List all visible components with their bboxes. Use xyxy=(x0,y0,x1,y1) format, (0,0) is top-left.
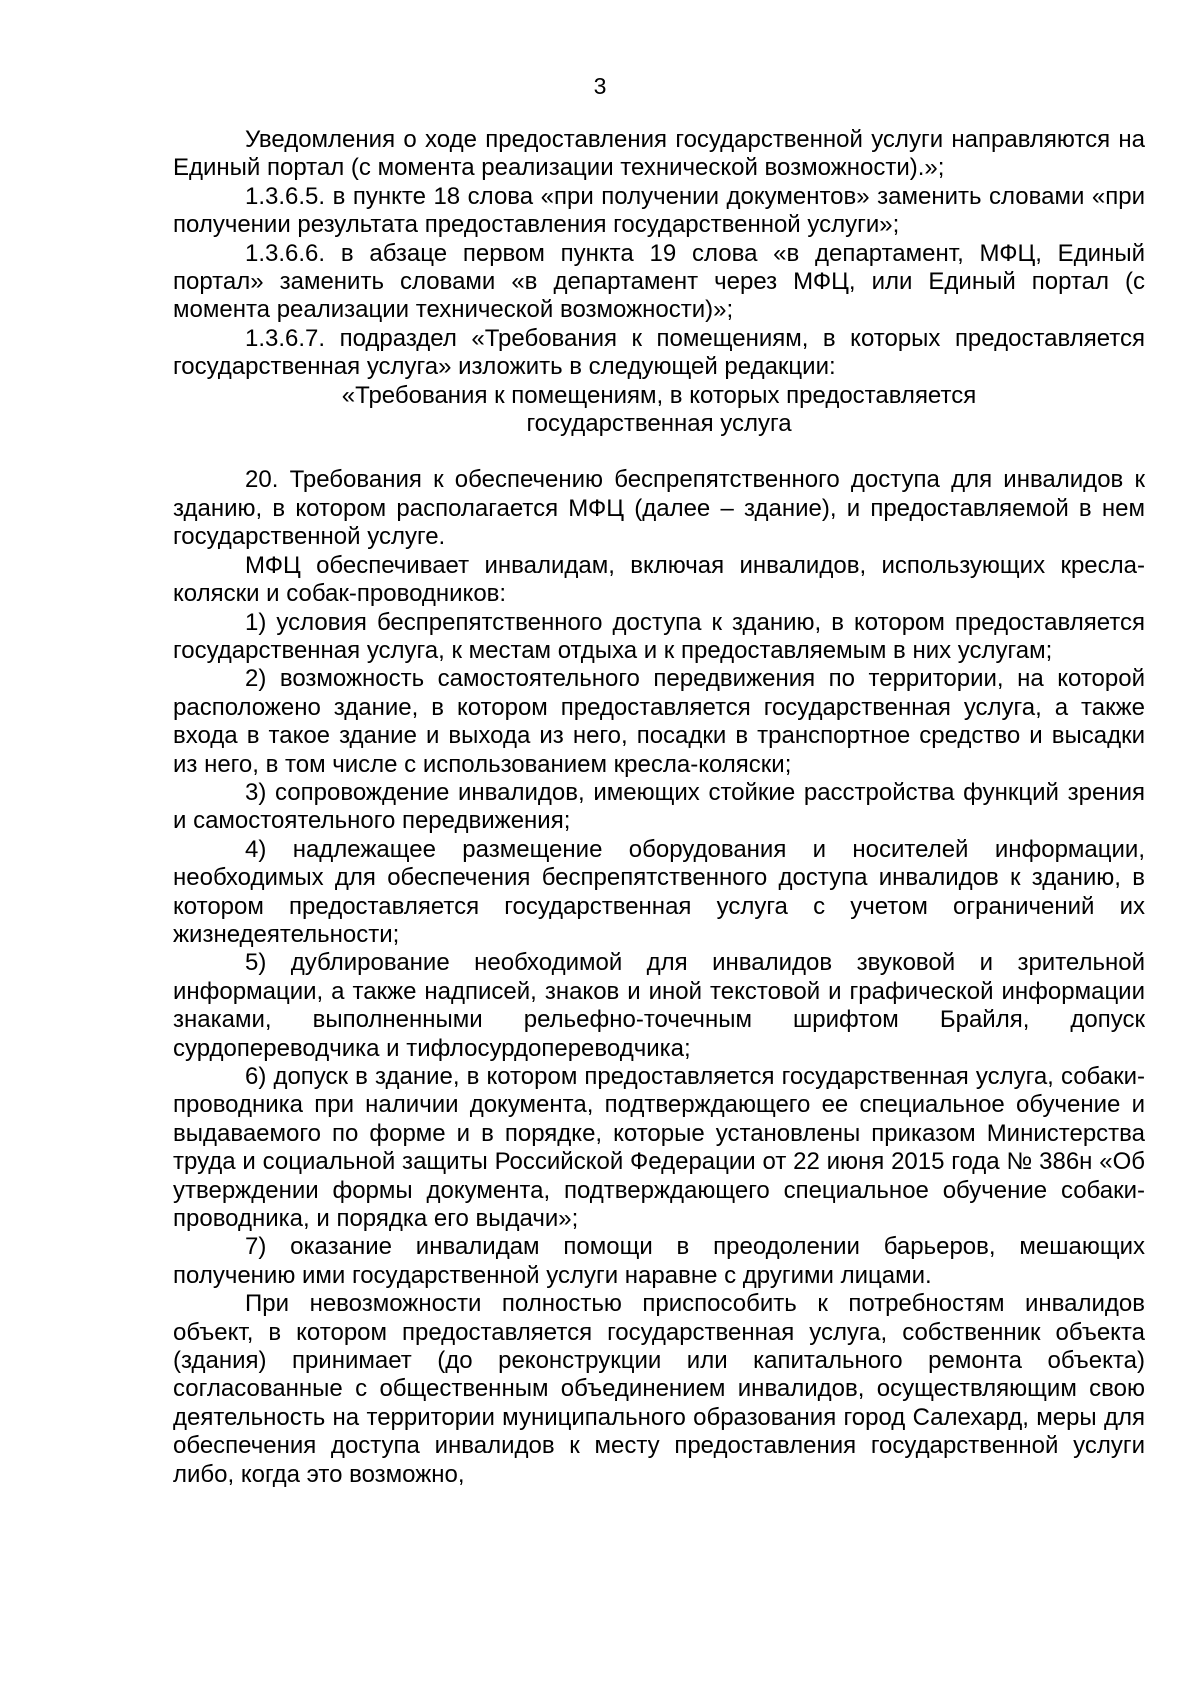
list-item: 4) надлежащее размещение оборудования и носителей информации, необходимых для обеспечения беспрепятственного доступа инвалидов к зданию, в котором предоставляется государственная услуга с учетом ограничений их жизнедеятельности; xyxy=(173,835,1145,948)
document-body xyxy=(173,126,1145,1489)
list-item: 6) допуск в здание, в котором предоставляется государственная услуга, собаки-проводника при наличии документа, подтверждающего ее специальное обучение и выдаваемого по форме и в порядке, которые установлены приказом Министерства труда и социальной защиты Российской Федерации от 22 июня 2015 года № 386н «Об утверждении формы документа, подтверждающего специальное обучение собаки-проводника, и порядка его выдачи»; xyxy=(173,1063,1145,1233)
list-item: 3) сопровождение инвалидов, имеющих стойкие расстройства функций зрения и самостоятельного передвижения; xyxy=(173,778,1145,835)
paragraph: При невозможности полностью приспособить к потребностям инвалидов объект, в котором предоставляется государственная услуга, собственник объекта (здания) принимает (до реконструкции или капитального ремонта объекта) согласованные с общественным объединением инвалидов, осуществляющим свою деятельность на территории муниципального образования город Салехард, меры для обеспечения доступа инвалидов к месту предоставления государственной услуги либо, когда это возможно, xyxy=(173,1290,1145,1488)
list-item: 7) оказание инвалидам помощи в преодолении барьеров, мешающих получению ими государственной услуги наравне с другими лицами. xyxy=(173,1233,1145,1289)
paragraph: 1.3.6.7. подраздел «Требования к помещениям, в которых предоставляется государственная услуга» изложить в следующей редакции: xyxy=(173,324,1145,381)
paragraph: 1.3.6.5. в пункте 18 слова «при получении документов» заменить словами «при получении результата предоставления государственной услуги»; xyxy=(173,182,1145,239)
spacer xyxy=(173,438,1145,466)
paragraph: Уведомления о ходе предоставления государственной услуги направляются на Единый портал (с момента реализации технической возможности).»; xyxy=(173,126,1145,182)
section-heading: «Требования к помещениям, в которых предоставляется государственная услуга xyxy=(341,381,977,438)
page-number: 3 xyxy=(593,73,607,99)
paragraph: 20. Требования к обеспечению беспрепятственного доступа для инвалидов к зданию, в котором располагается МФЦ (далее – здание), и предоставляемой в нем государственной услуге. xyxy=(173,466,1145,551)
list-item: 5) дублирование необходимой для инвалидов звуковой и зрительной информации, а также надписей, знаков и иной текстовой и графической информации знаками, выполненными рельефно-точечным шрифтом Брайля, допуск сурдопереводчика и тифлосурдопереводчика; xyxy=(173,949,1145,1062)
list-item: 1) условия беспрепятственного доступа к зданию, в котором предоставляется государственная услуга, к местам отдыха и к предоставляемым в них услугам; xyxy=(173,608,1145,664)
paragraph: МФЦ обеспечивает инвалидам, включая инвалидов, использующих кресла-коляски и собак-проводников: xyxy=(173,551,1145,608)
list-item: 2) возможность самостоятельного передвижения по территории, на которой расположено здание, в котором предоставляется государственная услуга, а также входа в такое здание и выхода из него, посадки в транспортное средство и высадки из него, в том числе с использованием кресла-коляски; xyxy=(173,665,1145,778)
paragraph: 1.3.6.6. в абзаце первом пункта 19 слова «в департамент, МФЦ, Единый портал» заменить словами «в департамент через МФЦ, или Единый портал (с момента реализации технической возможности)»; xyxy=(173,239,1145,324)
